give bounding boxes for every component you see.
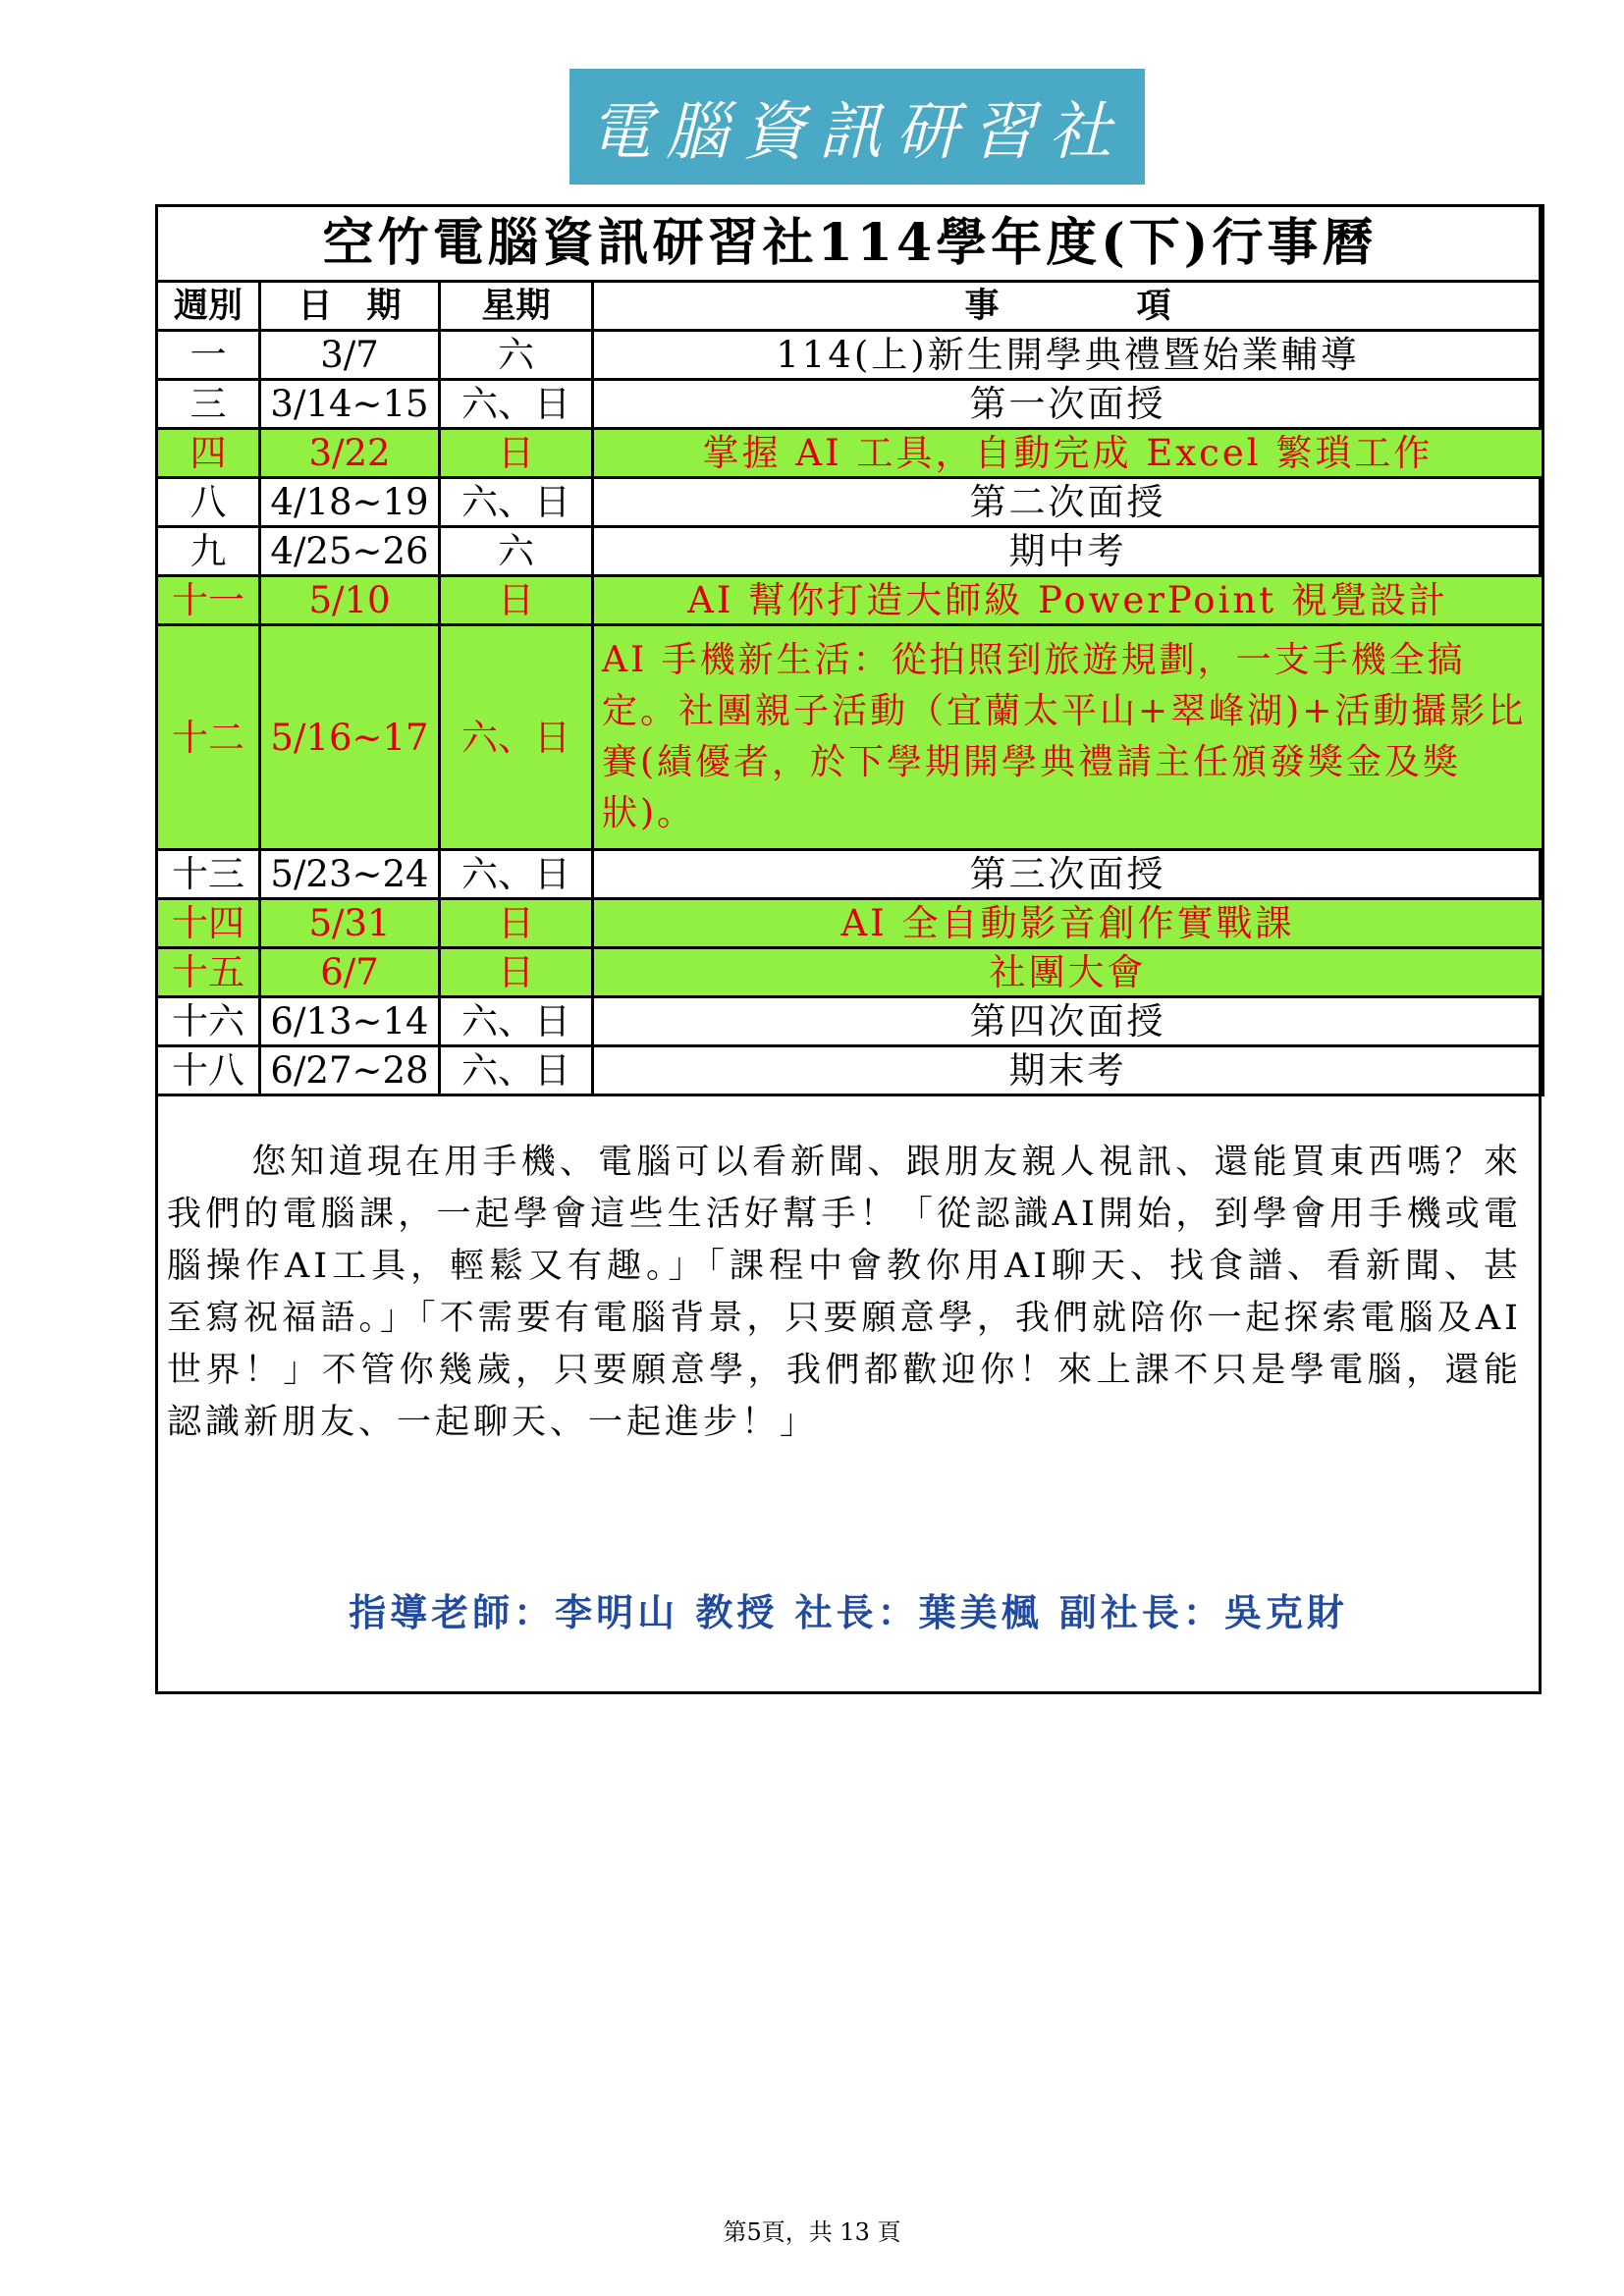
row-week: 十五 [157,948,260,997]
row-week: 十一 [157,576,260,625]
schedule-title: 空竹電腦資訊研習社114學年度(下)行事曆 [157,206,1543,282]
row-week: 九 [157,527,260,576]
row-event: AI 幫你打造大師級 PowerPoint 視覺設計 [593,576,1543,625]
row-date: 5/31 [260,899,440,948]
row-event: 社團大會 [593,948,1543,997]
row-date: 3/22 [260,429,440,478]
header-date: 日 期 [260,282,440,331]
header-week: 週別 [157,282,260,331]
row-week: 三 [157,380,260,429]
row-event: 第三次面授 [593,850,1543,899]
row-weekday: 六、日 [440,1046,593,1095]
page-number: 第5頁，共 13 頁 [723,2218,901,2246]
row-event: 第二次面授 [593,478,1543,527]
row-event: 第一次面授 [593,380,1543,429]
table-row-highlight [157,948,1543,997]
club-banner: 電腦資訊研習社 [569,69,1145,185]
table-row [157,478,1543,527]
table-row [157,527,1543,576]
table-row [157,850,1543,899]
row-week: 十八 [157,1046,260,1095]
row-weekday: 六、日 [440,997,593,1046]
row-weekday: 六、日 [440,625,593,850]
table-row-highlight [157,429,1543,478]
row-weekday: 日 [440,899,593,948]
table-row-highlight [157,576,1543,625]
course-introduction-text: 您知道現在用手機、電腦可以看新聞、跟朋友親人視訊、還能買東西嗎？來我們的電腦課，一起學會這些生活好幫手！「從認識AI開始，到學會用手機或電腦操作AI工具，輕鬆又有趣。」「課程中會教你用AI聊天、找食譜、看新聞、甚至寫祝福語。」「不需要有電腦背景，只要願意學，我們就陪你一起探索電腦及AI世界！」不管你幾歲，只要願意學，我們都歡迎你！來上課不只是學電腦，還能認識新朋友、一起聊天、一起進步！」 [167,1143,1522,1442]
row-week: 十六 [157,997,260,1046]
row-date: 5/16~17 [260,625,440,850]
row-event: AI 全自動影音創作實戰課 [593,899,1543,948]
row-week: 十四 [157,899,260,948]
row-weekday: 日 [440,576,593,625]
row-week: 十二 [157,625,260,850]
row-date: 6/27~28 [260,1046,440,1095]
row-week: 十三 [157,850,260,899]
table-row-highlight [157,899,1543,948]
schedule-table [155,204,1544,1096]
row-week: 一 [157,331,260,380]
row-date: 4/18~19 [260,478,440,527]
table-row [157,380,1543,429]
course-introduction [167,1137,1522,1449]
table-row [157,1046,1543,1095]
table-row-highlight [157,625,1543,850]
row-date: 3/7 [260,331,440,380]
row-week: 四 [157,429,260,478]
row-weekday: 六 [440,527,593,576]
row-date: 5/23~24 [260,850,440,899]
row-date: 6/13~14 [260,997,440,1046]
row-date: 5/10 [260,576,440,625]
row-event: 期中考 [593,527,1543,576]
row-event: 114(上)新生開學典禮暨始業輔導 [593,331,1543,380]
row-weekday: 六、日 [440,380,593,429]
instructor-credits: 指導老師：李明山 教授 社長：葉美楓 副社長：吳克財 [349,1590,1348,1634]
row-weekday: 六、日 [440,850,593,899]
header-event: 事 項 [593,282,1543,331]
row-weekday: 六 [440,331,593,380]
row-weekday: 六、日 [440,478,593,527]
header-weekday: 星期 [440,282,593,331]
row-weekday: 日 [440,948,593,997]
row-date: 6/7 [260,948,440,997]
table-row [157,997,1543,1046]
row-event: 掌握 AI 工具，自動完成 Excel 繁瑣工作 [593,429,1543,478]
row-event: AI 手機新生活：從拍照到旅遊規劃，一支手機全搞定。社團親子活動（宜蘭太平山+翠峰湖)+活動攝影比賽(績優者，於下學期開學典禮請主任頒發獎金及獎狀)。 [593,625,1543,850]
row-date: 3/14~15 [260,380,440,429]
row-week: 八 [157,478,260,527]
row-event: 第四次面授 [593,997,1543,1046]
row-date: 4/25~26 [260,527,440,576]
row-weekday: 日 [440,429,593,478]
table-row [157,331,1543,380]
row-event: 期末考 [593,1046,1543,1095]
